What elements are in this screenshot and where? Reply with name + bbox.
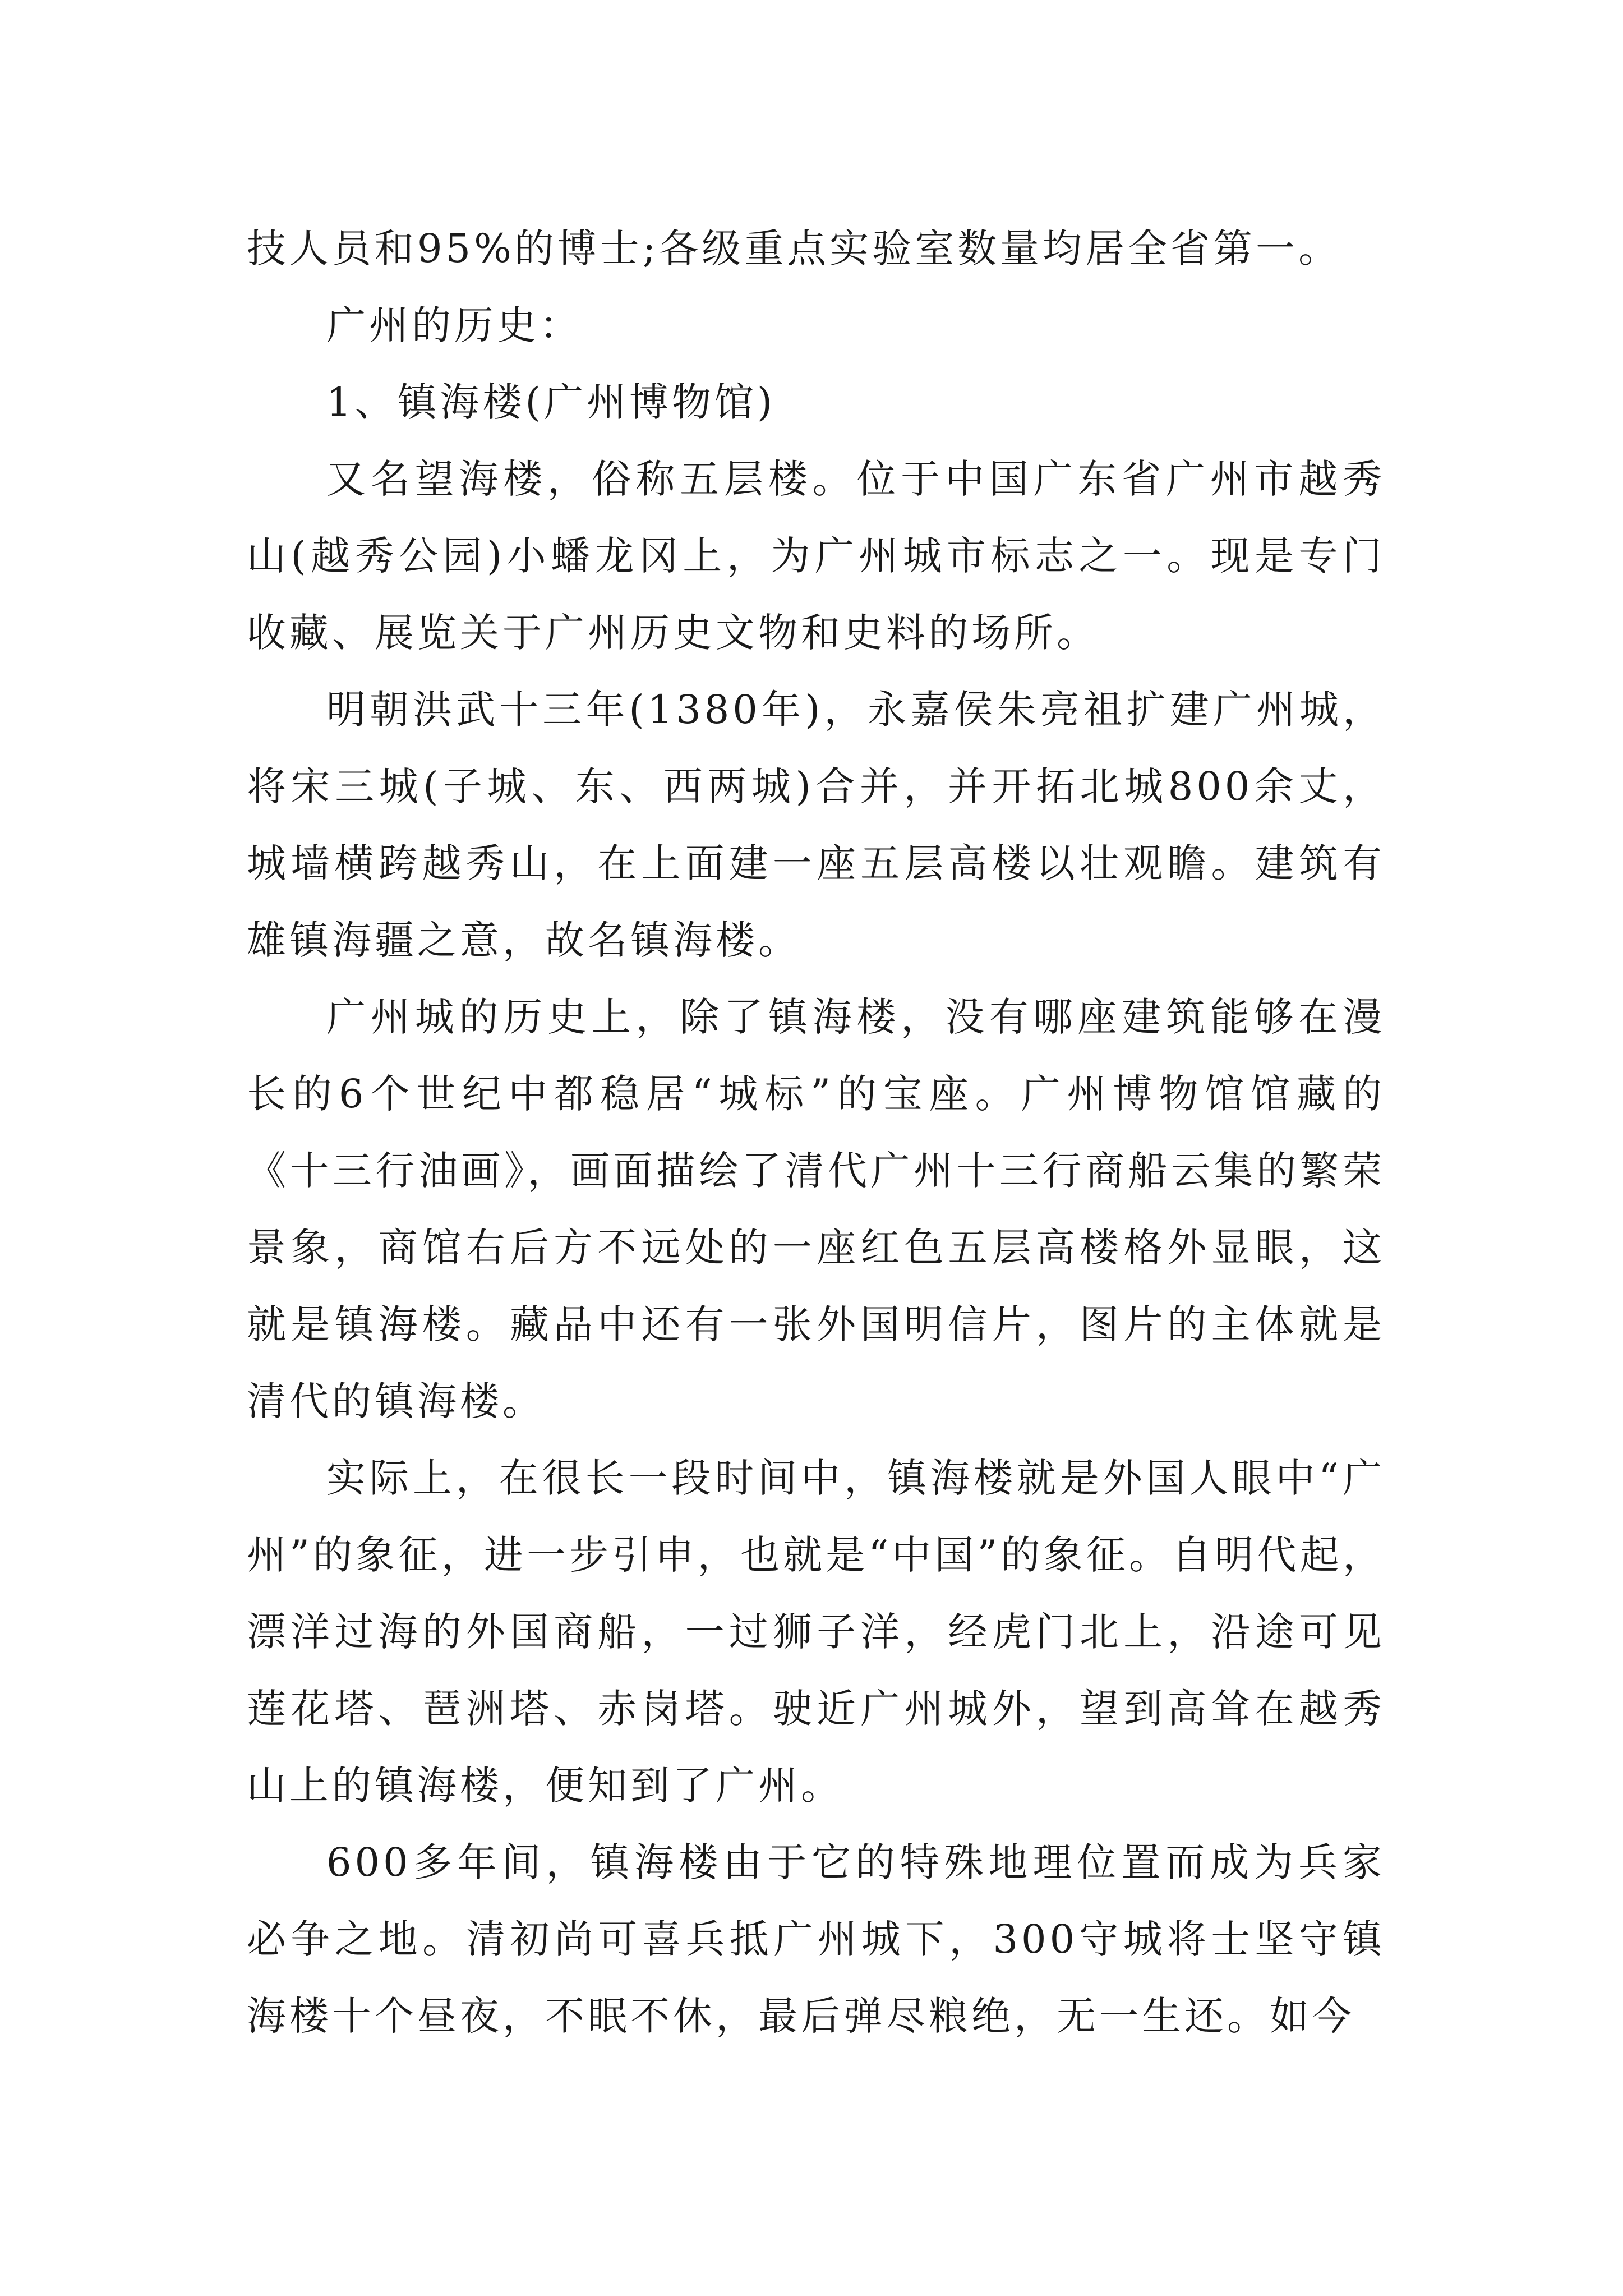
paragraph-strategic-location: 600多年间，镇海楼由于它的特殊地理位置而成为兵家必争之地。清初尚可喜兵抵广州城下，300守城将士坚守镇海楼十个昼夜，不眠不休，最后弹尽粮绝，无一生还。如今 xyxy=(247,1839,1385,2039)
subheading-zhenhai-tower: 1、镇海楼(广州博物馆) xyxy=(326,379,776,425)
section-heading-history: 广州的历史： xyxy=(326,302,582,348)
paragraph-tower-intro: 又名望海楼，俗称五层楼。位于中国广东省广州市越秀山(越秀公园)小蟠龙冈上，为广州城市标志之一。现是专门收藏、展览关于广州历史文物和史料的场所。 xyxy=(247,456,1385,656)
paragraph-continuation: 技人员和95%的博士;各级重点实验室数量均居全省第一。 xyxy=(247,226,1341,272)
paragraph-ming-history: 明朝洪武十三年(1380年)，永嘉侯朱亮祖扩建广州城，将宋三城(子城、东、西两城)合并，并开拓北城800余丈，城墙横跨越秀山，在上面建一座五层高楼以壮观瞻。建筑有雄镇海疆之意，故名镇海楼。 xyxy=(247,687,1385,963)
document-body xyxy=(247,210,1385,2055)
paragraph-city-landmark: 广州城的历史上，除了镇海楼，没有哪座建筑能够在漫长的6个世纪中都稳居“城标”的宝座。广州博物馆馆藏的《十三行油画》，画面描绘了清代广州十三行商船云集的繁荣景象，商馆右后方不远处的一座红色五层高楼格外显眼，这就是镇海楼。藏品中还有一张外国明信片，图片的主体就是清代的镇海楼。 xyxy=(247,994,1385,1424)
paragraph-symbol-of-guangzhou: 实际上，在很长一段时间中，镇海楼就是外国人眼中“广州”的象征，进一步引申，也就是“中国”的象征。自明代起，漂洋过海的外国商船，一过狮子洋，经虎门北上，沿途可见莲花塔、琶洲塔、赤岗塔。驶近广州城外，望到高耸在越秀山上的镇海楼，便知到了广州。 xyxy=(247,1455,1385,1809)
